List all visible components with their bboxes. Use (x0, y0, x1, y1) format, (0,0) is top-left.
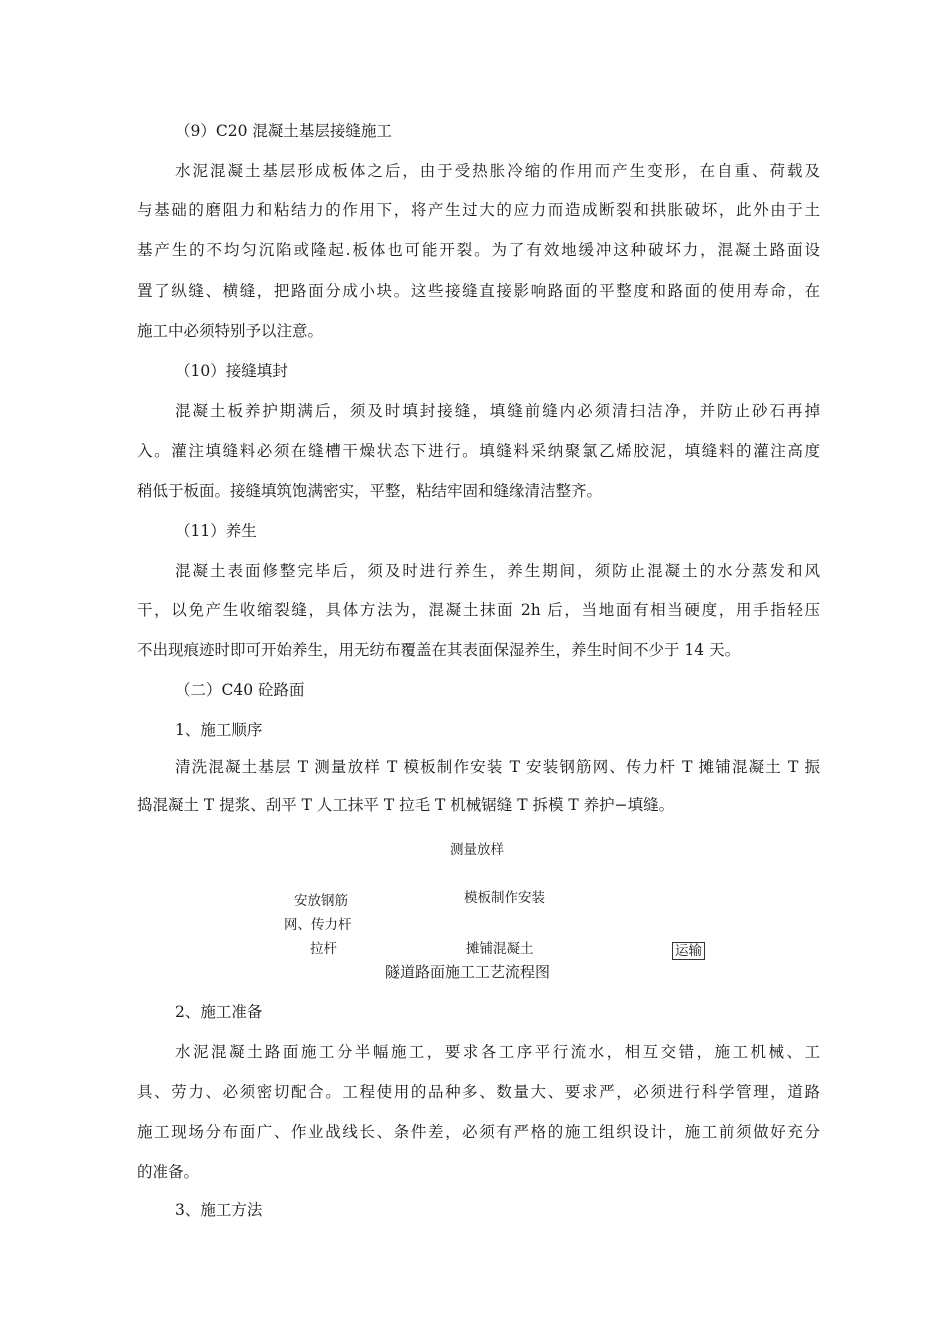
flowchart-survey: 测量放样 (450, 842, 504, 858)
flowchart-caption: 隧道路面施工工艺流程图 (385, 963, 551, 981)
prep-line-1: 水泥混凝土路面施工分半幅施工，要求各工序平行流水，相互交错，施工机械、工 (175, 1043, 820, 1061)
prep-heading: 2、施工准备 (175, 1003, 263, 1021)
section-10-heading: （10）接缝填封 (175, 362, 288, 380)
section-10-line-2: 入。灌注填缝料必须在缝槽干燥状态下进行。填缝料采纳聚氯乙烯胶泥，填缝料的灌注高度 (137, 442, 820, 460)
section-11-line-2: 干，以免产生收缩裂缝，具体方法为，混凝土抹面 2h 后，当地面有相当硬度，用手指轻压 (137, 601, 820, 619)
prep-line-4: 的准备。 (137, 1163, 200, 1181)
order-line-2: 捣混凝土 T 提浆、刮平 T 人工抹平 T 拉毛 T 机械锯缝 T 拆模 T 养护−填缝。 (137, 796, 675, 814)
order-line-1: 清洗混凝土基层 T 测量放样 T 模板制作安装 T 安装钢筋网、传力杆 T 摊铺混凝土 T 振 (175, 758, 820, 776)
flowchart-rebar-line-1: 安放钢筋 (294, 893, 348, 909)
flowchart-rebar-line-2: 网、传力杆 (284, 917, 352, 933)
section-9-line-1: 水泥混凝土基层形成板体之后，由于受热胀冷缩的作用而产生变形，在自重、荷载及 (175, 162, 820, 180)
section-11-line-1: 混凝土表面修整完毕后，须及时进行养生，养生期间，须防止混凝土的水分蒸发和风 (175, 562, 820, 580)
prep-line-2: 具、劳力、必须密切配合。工程使用的品种多、数量大、要求严，必须进行科学管理，道路 (137, 1083, 820, 1101)
section-9-line-3: 基产生的不均匀沉陷或隆起.板体也可能开裂。为了有效地缓冲这种破坏力，混凝土路面设 (137, 241, 820, 259)
flowchart-transport-box: 运输 (672, 942, 705, 960)
section-9-line-5: 施工中必须特别予以注意。 (137, 322, 324, 340)
method-heading: 3、施工方法 (175, 1201, 263, 1219)
section-10-line-1: 混凝土板养护期满后，须及时填封接缝，填缝前缝内必须清扫洁净，并防止砂石再掉 (175, 402, 820, 420)
flowchart-paving: 摊铺混凝土 (466, 941, 534, 957)
flowchart-rebar-line-3: 拉杆 (310, 941, 337, 957)
flowchart-formwork: 模板制作安装 (464, 890, 545, 906)
section-9-line-4: 置了纵缝、横缝，把路面分成小块。这些接缝直接影响路面的平整度和路面的使用寿命，在 (137, 282, 820, 300)
order-heading: 1、施工顺序 (175, 721, 263, 739)
section-9-line-2: 与基础的磨阻力和粘结力的作用下，将产生过大的应力而造成断裂和拱胀破坏，此外由于土 (137, 201, 820, 219)
part-2-heading: （二）C40 砼路面 (175, 681, 305, 699)
section-10-line-3: 稍低于板面。接缝填筑饱满密实，平整，粘结牢固和缝缘清洁整齐。 (137, 482, 603, 500)
section-9-heading: （9）C20 混凝土基层接缝施工 (175, 122, 392, 140)
section-11-line-3: 不出现痕迹时即可开始养生，用无纺布覆盖在其表面保湿养生，养生时间不少于 14 天。 (137, 641, 741, 659)
prep-line-3: 施工现场分布面广、作业战线长、条件差，必须有严格的施工组织设计，施工前须做好充分 (137, 1123, 820, 1141)
section-11-heading: （11）养生 (175, 522, 257, 540)
